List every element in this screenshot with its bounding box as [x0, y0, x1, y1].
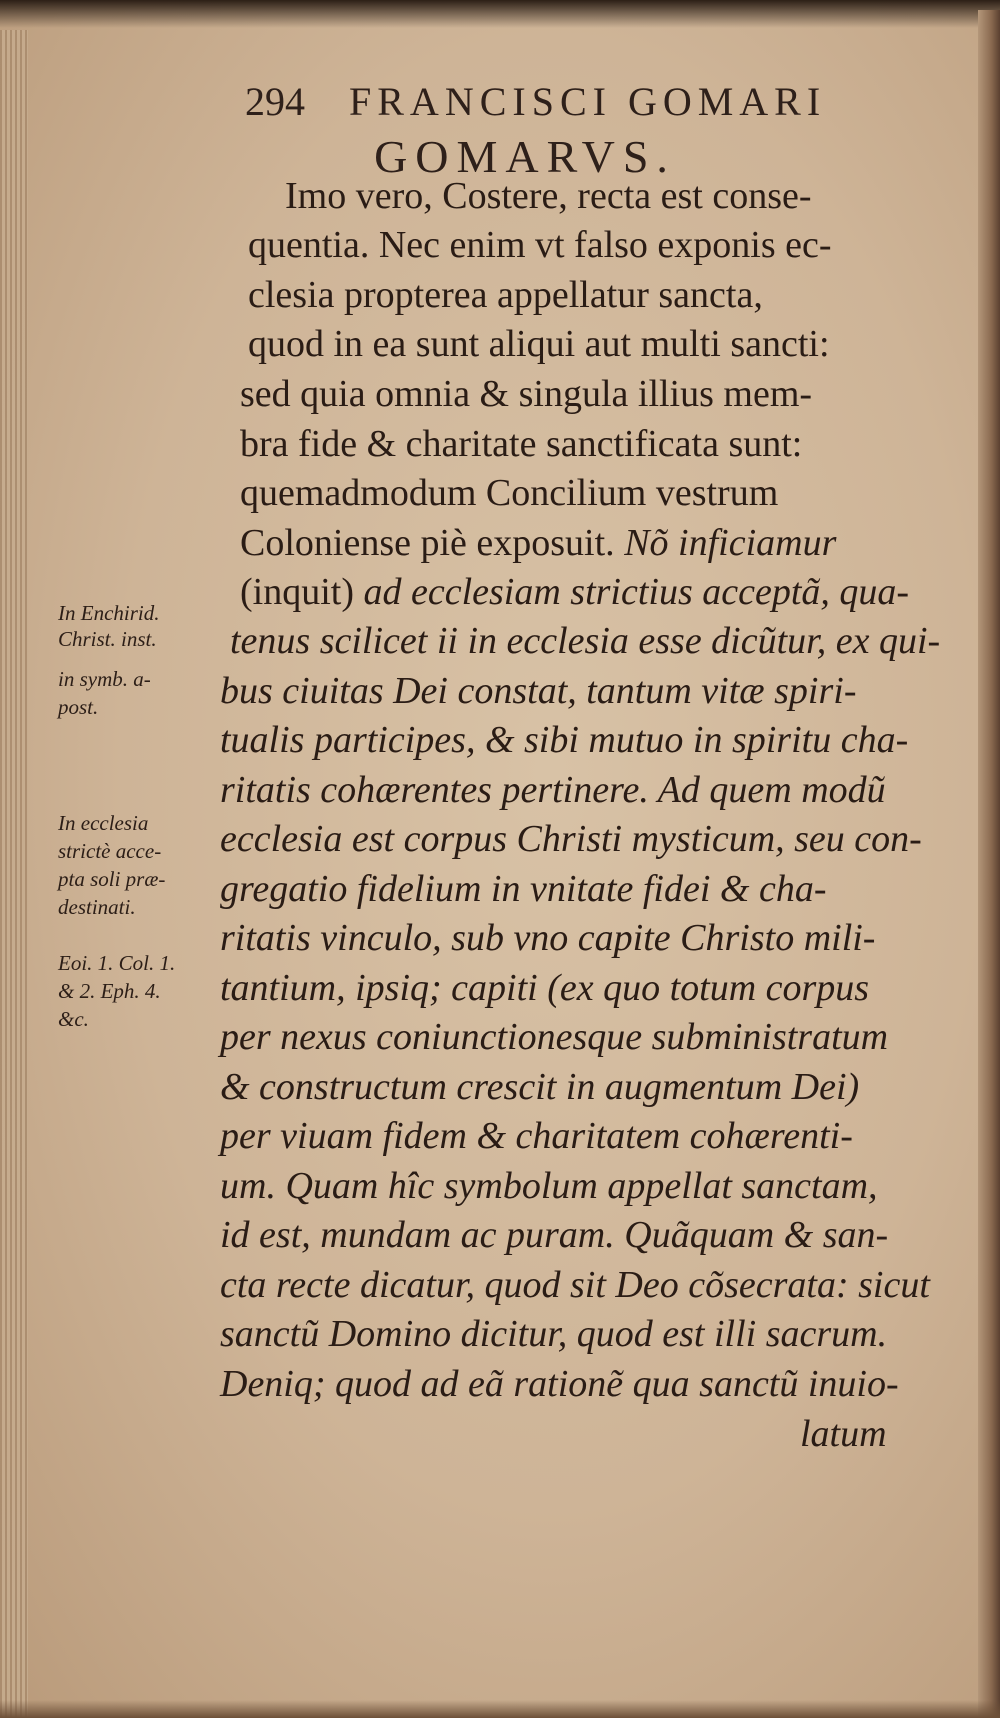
text-line-tail: Nõ inficiamur — [614, 522, 837, 564]
speaker-heading: GOMARVS. — [374, 131, 676, 182]
text-line — [220, 716, 908, 764]
text-line-content: sed quia omnia & singula illius mem- — [240, 373, 813, 415]
margin-note-line: post. — [58, 695, 99, 719]
text-line — [220, 1310, 887, 1358]
margin-note-line: In Enchirid. — [58, 601, 160, 625]
text-line-content: Imo vero, Costere, recta est conse- — [285, 175, 812, 217]
marginal-notes — [0, 0, 240, 1718]
margin-note-line: destinati. — [58, 895, 136, 919]
text-line — [220, 1013, 888, 1061]
text-line-content: per viuam fidem & charitatem cohærenti- — [220, 1115, 853, 1157]
text-line-content: bus ciuitas Dei constat, tantum vitæ spiri- — [220, 670, 857, 712]
margin-note-line: In ecclesia — [58, 811, 149, 835]
text-line-content: quentia. Nec enim vt falso exponis ec- — [248, 224, 832, 266]
text-line-content: quemadmodum Concilium vestrum — [240, 472, 779, 514]
text-line — [220, 1360, 899, 1408]
text-line — [220, 1211, 888, 1259]
text-line-tail: ad ecclesiam strictius acceptã, qua- — [353, 571, 910, 613]
text-line — [220, 766, 886, 814]
text-line — [240, 519, 836, 567]
text-line — [220, 914, 875, 962]
margin-note-line: Eoi. 1. Col. 1. — [58, 951, 176, 975]
text-line — [220, 1063, 859, 1111]
text-line — [220, 1112, 853, 1160]
text-line-content: ritatis vinculo, sub vno capite Christo mili- — [220, 917, 876, 959]
running-title: FRANCISCI GOMARI — [349, 79, 827, 124]
text-line-content: quod in ea sunt aliqui aut multi sancti: — [248, 323, 830, 365]
text-line-content: cta recte dicatur, quod sit Deo cõsecrata: sicut — [220, 1264, 930, 1306]
text-line — [220, 865, 826, 913]
text-line — [248, 320, 830, 368]
margin-note-line: & 2. Eph. 4. — [58, 979, 161, 1003]
text-line — [220, 1261, 930, 1309]
page-number: 294 — [245, 79, 305, 124]
text-line-content: um. Quam hîc symbolum appellat sanctam, — [220, 1165, 878, 1207]
text-line-content: clesia propterea appellatur sancta, — [248, 274, 763, 316]
margin-note-line: in symb. a- — [58, 667, 151, 691]
text-line — [220, 815, 922, 863]
text-line — [230, 617, 940, 665]
text-line-content: Coloniense piè exposuit. — [240, 522, 615, 564]
text-line-content: (inquit) — [240, 571, 354, 613]
text-line-content: bra fide & charitate sanctificata sunt: — [240, 423, 803, 465]
text-line-content: ritatis cohærentes pertinere. Ad quem modũ — [220, 769, 886, 811]
text-line-content: ecclesia est corpus Christi mysticum, seu con- — [220, 818, 922, 860]
margin-note-line: strictè acce- — [58, 839, 162, 863]
text-line-content: latum — [800, 1413, 887, 1455]
text-line-content: per nexus coniunctionesque subministratum — [220, 1016, 889, 1058]
text-line — [220, 1162, 878, 1210]
text-line-content: sanctũ Domino dicitur, quod est illi sacrum. — [220, 1313, 888, 1355]
text-line — [240, 370, 812, 418]
margin-note-line: pta soli præ- — [58, 867, 166, 891]
margin-note-line: &c. — [58, 1007, 89, 1031]
text-line-content: Deniq; quod ad eã rationẽ qua sanctũ inuio- — [220, 1363, 899, 1405]
text-line-content: tenus scilicet ii in ecclesia esse dicũtur, ex qui- — [230, 620, 941, 662]
text-line-content: id est, mundam ac puram. Quãquam & san- — [220, 1214, 889, 1256]
text-line — [248, 221, 832, 269]
text-line — [240, 568, 909, 616]
text-line — [240, 469, 778, 517]
text-line — [220, 667, 856, 715]
text-line — [240, 420, 802, 468]
text-line-content: gregatio fidelium in vnitate fidei & cha- — [220, 868, 827, 910]
text-line-content: & constructum crescit in augmentum Dei) — [220, 1066, 860, 1108]
text-line — [285, 172, 812, 220]
text-line-content: tualis participes, & sibi mutuo in spiritu cha- — [220, 719, 909, 761]
text-line — [220, 964, 869, 1012]
text-line — [800, 1410, 887, 1458]
margin-note-line: Christ. inst. — [58, 627, 157, 651]
text-line-content: tantium, ipsiq; capiti (ex quo totum corpus — [220, 967, 870, 1009]
text-line — [248, 271, 763, 319]
